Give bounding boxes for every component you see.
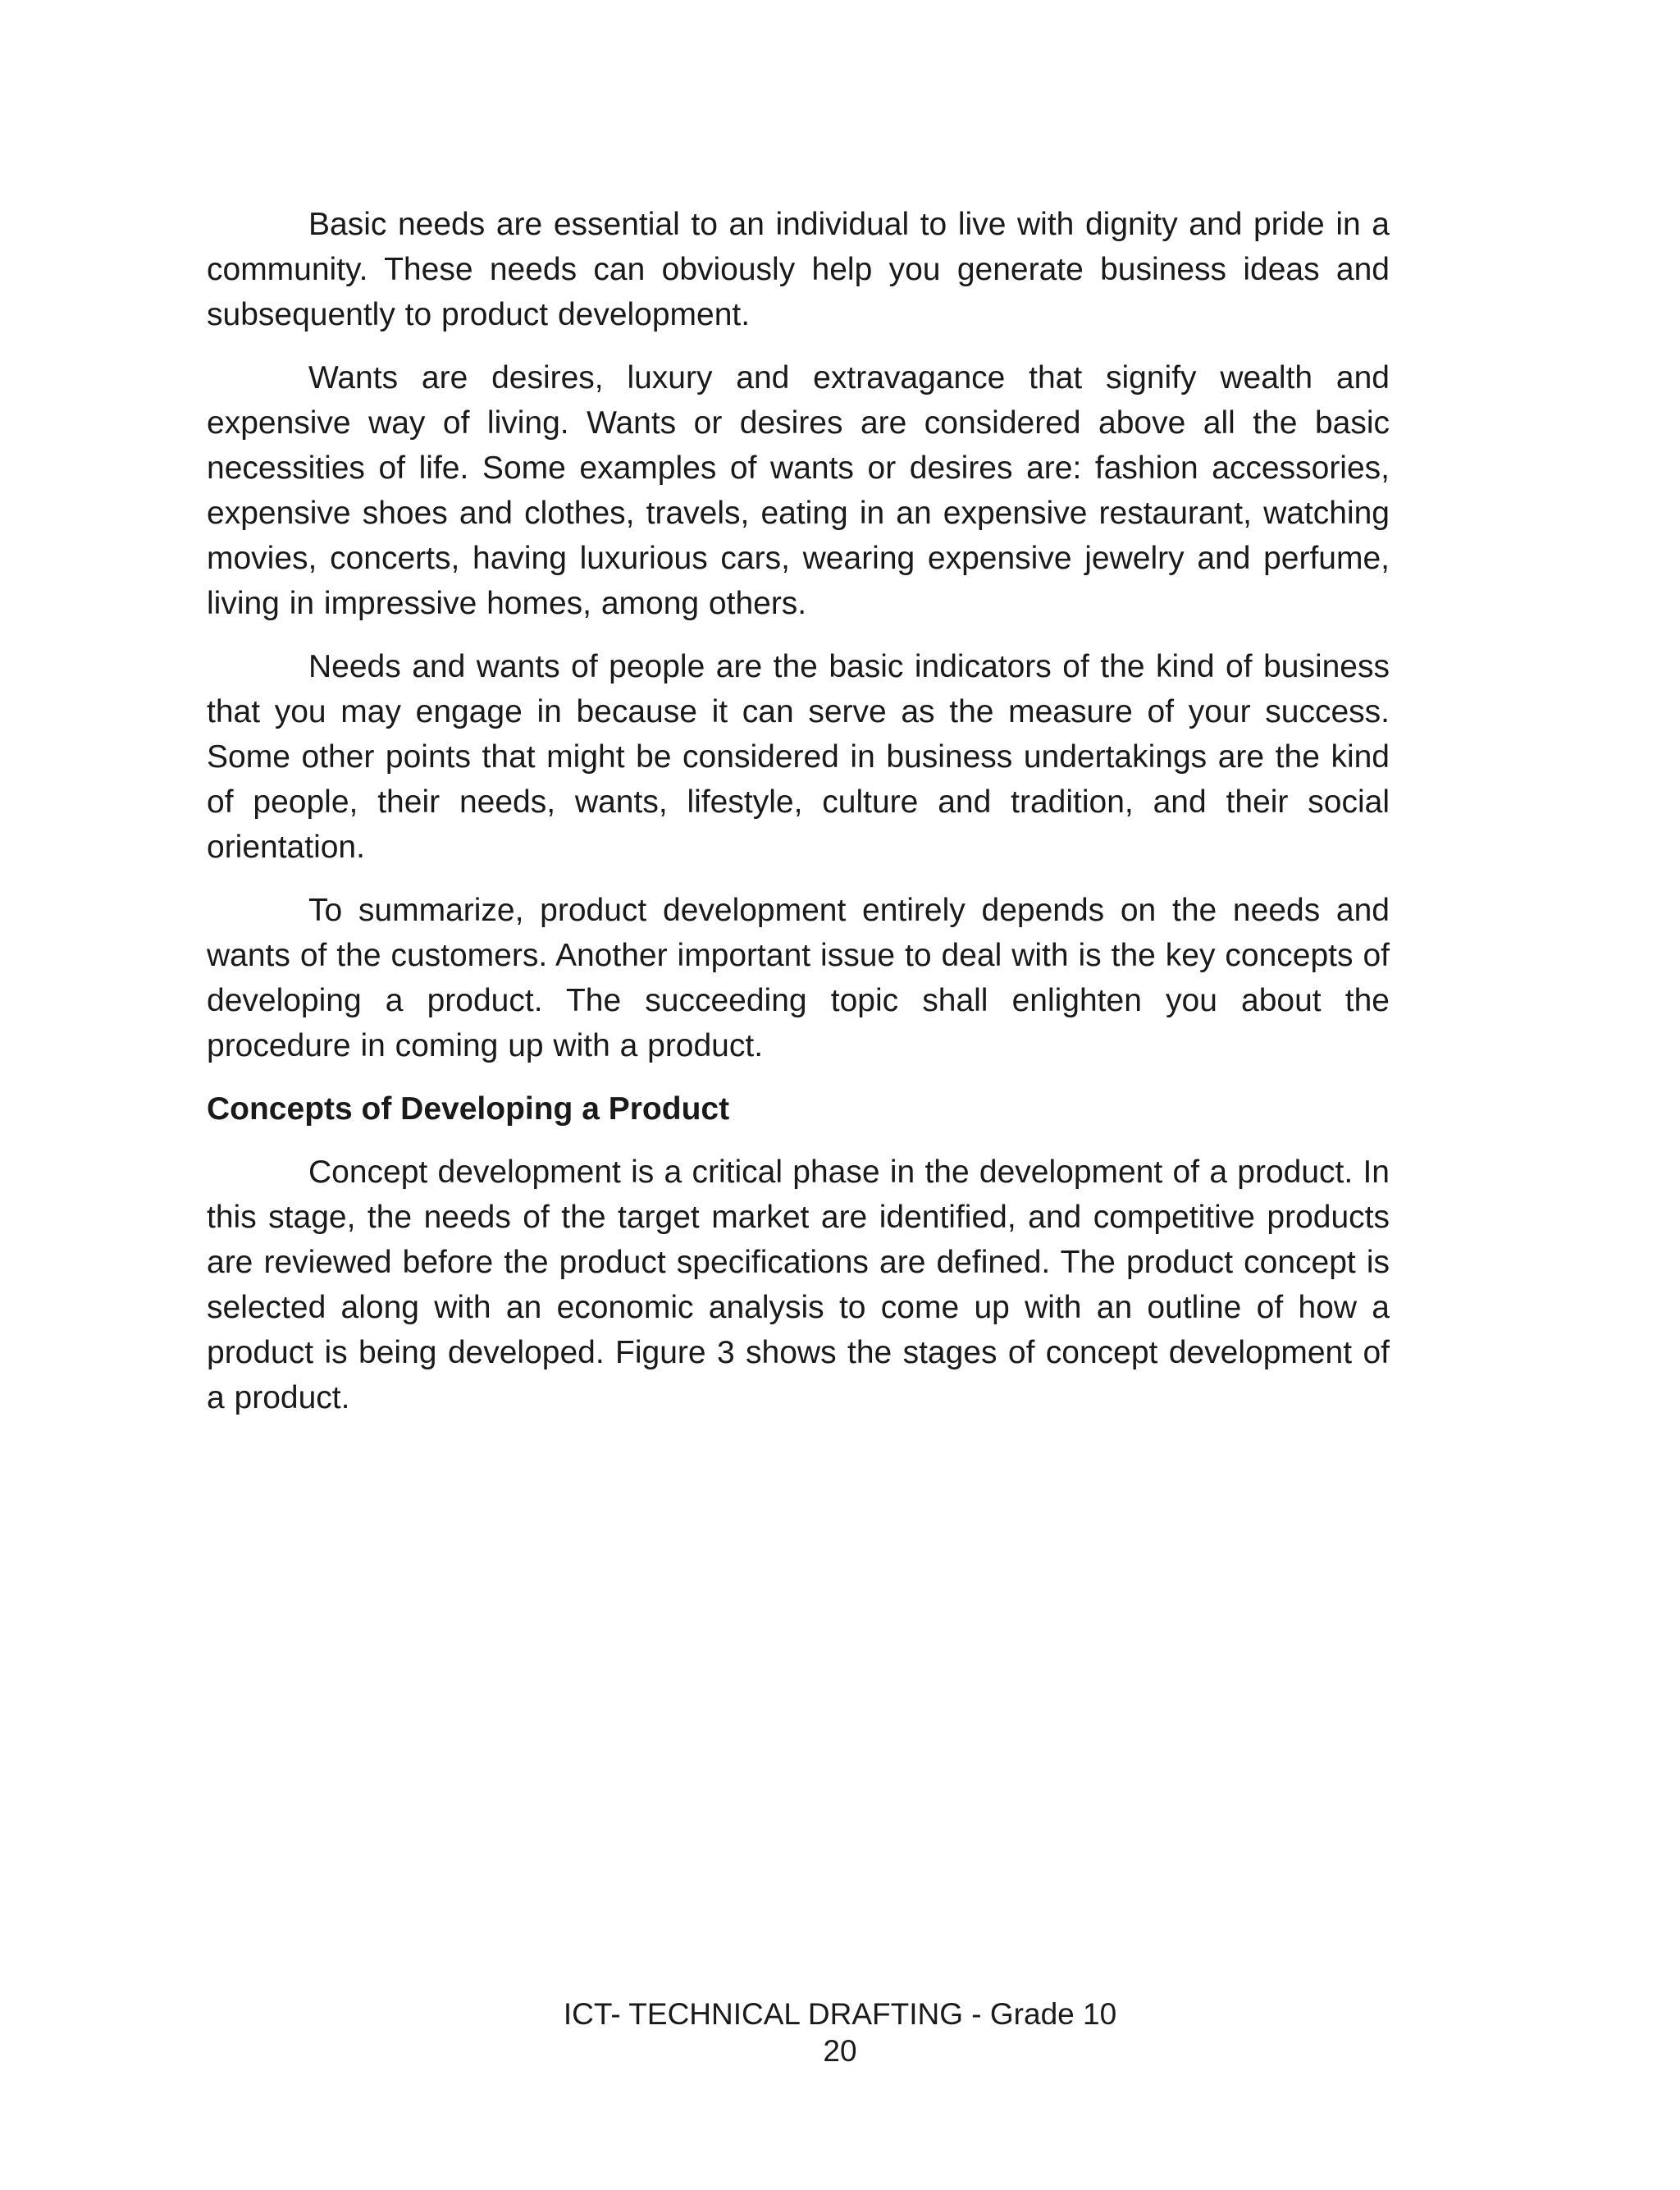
- paragraph-needs-and-wants: Needs and wants of people are the basic indicators of the kind of business that you may engage in because it can serve as the measure of your success. Some other points that might be considered in business undertakings are the kind of people, their needs, wants, lifestyle, culture and tradition, and their social orientation.: [207, 649, 1390, 865]
- page-body: [207, 202, 1390, 1438]
- paragraph-basic-needs: Basic needs are essential to an individual to live with dignity and pride in a community. These needs can obviously help you generate business ideas and subsequently to product development.: [207, 207, 1390, 332]
- page-footer: [0, 1996, 1680, 2069]
- footer-title: ICT- TECHNICAL DRAFTING - Grade 10: [563, 1997, 1117, 2031]
- paragraph-summary: To summarize, product development entirely depends on the needs and wants of the customers. Another important issue to deal with is the key concepts of developing a product. The succeeding topic shall enlighten you about the procedure in coming up with a product.: [207, 893, 1390, 1063]
- page-number: 20: [823, 2034, 857, 2068]
- paragraph-wants: Wants are desires, luxury and extravagance that signify wealth and expensive way of living. Wants or desires are considered above all the basic necessities of life. Some examples of wants or desires are: fashion accessories, expensive shoes and clothes, travels, eating in an expensive restaurant, watching movies, concerts, having luxurious cars, wearing expensive jewelry and perfume, living in impressive homes, among others.: [207, 360, 1390, 621]
- section-heading: Concepts of Developing a Product: [207, 1091, 730, 1127]
- paragraph-concept-development: Concept development is a critical phase in the development of a product. In this stage, the needs of the target market are identified, and competitive products are reviewed before the product specifications are defined. The product concept is selected along with an economic analysis to come up with an outline of how a product is being developed. Figure 3 shows the stages of concept development of a product.: [207, 1154, 1390, 1415]
